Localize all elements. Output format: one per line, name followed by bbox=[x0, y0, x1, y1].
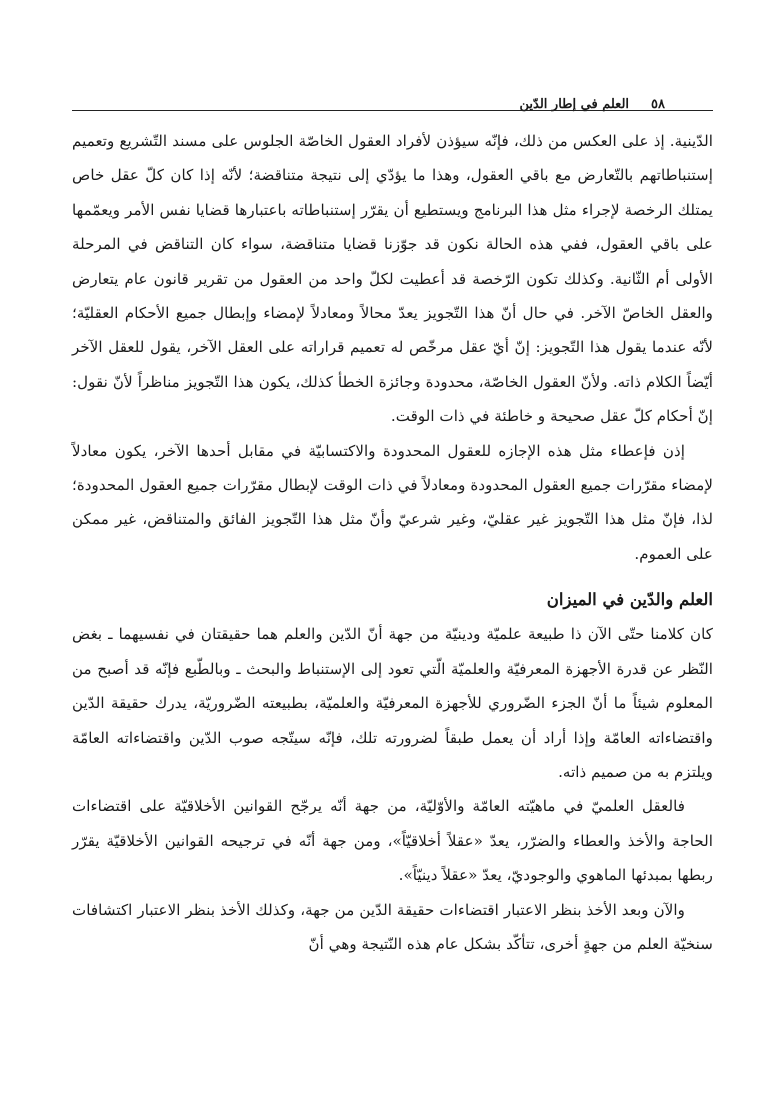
page-number: ٥٨ bbox=[651, 97, 665, 112]
section-paragraph: كان كلامنا حتّى الآن ذا طبيعة علميّة ودينيّة من جهة أنّ الدّين والعلم هما حقيقتان في نفسيهما ـ بغض النّظر عن قدرة الأجهزة المعرفيّة والعلميّة الّتي تعود إلى الإستنباط والبحث ـ وبالطّبع فإنّه قد أصبح من المعلوم شيئاً ما أنّ الجزء الضّروري للأجهزة المعرفيّة والعلميّة، بطبيعته الضّروريّة، يدرك حقيقة الدّين واقتضاءاته العامّة وإذا أراد أن يعمل طبقاً لضرورته تلك، فإنّه سيتّجه صوب الدّين واقتضاءاته العامّة ويلتزم به من صميم ذاته. bbox=[72, 625, 713, 781]
section-heading: العلم والدّين في الميزان bbox=[546, 590, 713, 610]
paragraph: الدّينية. إذ على العكس من ذلك، فإنّه سيؤذن لأفراد العقول الخاصّة الجلوس على مسند التّشريع وتعميم إستنباطاتهم بالتّعارض مع باقي العقول، وهذا ما يؤدّي إلى نتيجة متناقضة؛ لأنّه إذا كان كلّ عقل خاص يمتلك الرخصة لإجراء مثل هذا البرنامج ويستطيع أن يقرّر إستنباطاته باعتبارها قضايا نفس الأمر ويعمّمها على باقي العقول، ففي هذه الحالة نكون قد جوّزنا قضايا متناقضة، سواء كان التناقض في المرحلة الأولى أم الثّانية. وكذلك تكون الرّخصة قد أعطيت لكلّ واحد من العقول من تقرير قانون عام يتعارض والعقل الخاصّ الآخر. في حال أنّ هذا التّجويز يعدّ محالاً ومعادلاً لإمضاء وإبطال جميع الأحكام العقليّة؛ لأنّه عندما يقول هذا التّجويز: إنّ أيّ عقل مرخّص له تعميم قراراته على العقل الآخر، يقول للعقل الآخر أيّضاً الكلام ذاته. ولأنّ العقول الخاصّة، محدودة وجائزة الخطأ كذلك، يكون هذا التّجويز مناظراً لأنّ نقول: إنّ أحكام كلّ عقل صحيحة و خاطئة في ذات الوقت. bbox=[72, 132, 713, 426]
header-rule bbox=[72, 110, 713, 111]
paragraph: إذن فإعطاء مثل هذه الإجازه للعقول المحدودة والاكتسابيّة في مقابل أحدها الآخر، يكون معادلاً لإمضاء مقرّرات جميع العقول المحدودة ومعادلاً في ذات الوقت لإبطال مقرّرات جميع العقول المحدودة؛ لذا، فإنّ مثل هذا التّجويز غير عقليّ، وغير شرعيّ وأنّ مثل هذا التّجويز الفائق والمتناقض، غير ممكن على العموم. bbox=[72, 441, 713, 563]
section-paragraph: فالعقل العلميّ في ماهيّته العامّة والأوّليّة، من جهة أنّه يرجّح القوانين الأخلاقيّة على اقتضاءات الحاجة والأخذ والعطاء والضرّر، يعدّ «عقلاً أخلاقيّاً»، ومن جهة أنّه في ترجيحه القوانين الأخلاقيّة يقرّر ربطها بمبدئها الماهوي والوجوديّ، يعدّ «عقلاً دينيّاً». bbox=[72, 797, 713, 885]
running-header bbox=[118, 82, 665, 112]
section-paragraph: والآن وبعد الأخذ بنظر الاعتبار اقتضاءات حقيقة الدّين من جهة، وكذلك الأخذ بنظر الاعتبار اكتشافات سنخيّة العلم من جهةٍ أخرى، تتأكّد بشكل عام هذه النّتيجة وهي أنّ bbox=[72, 900, 713, 953]
running-title: العلم في إطار الدّين bbox=[519, 97, 630, 112]
body-text bbox=[72, 124, 713, 961]
